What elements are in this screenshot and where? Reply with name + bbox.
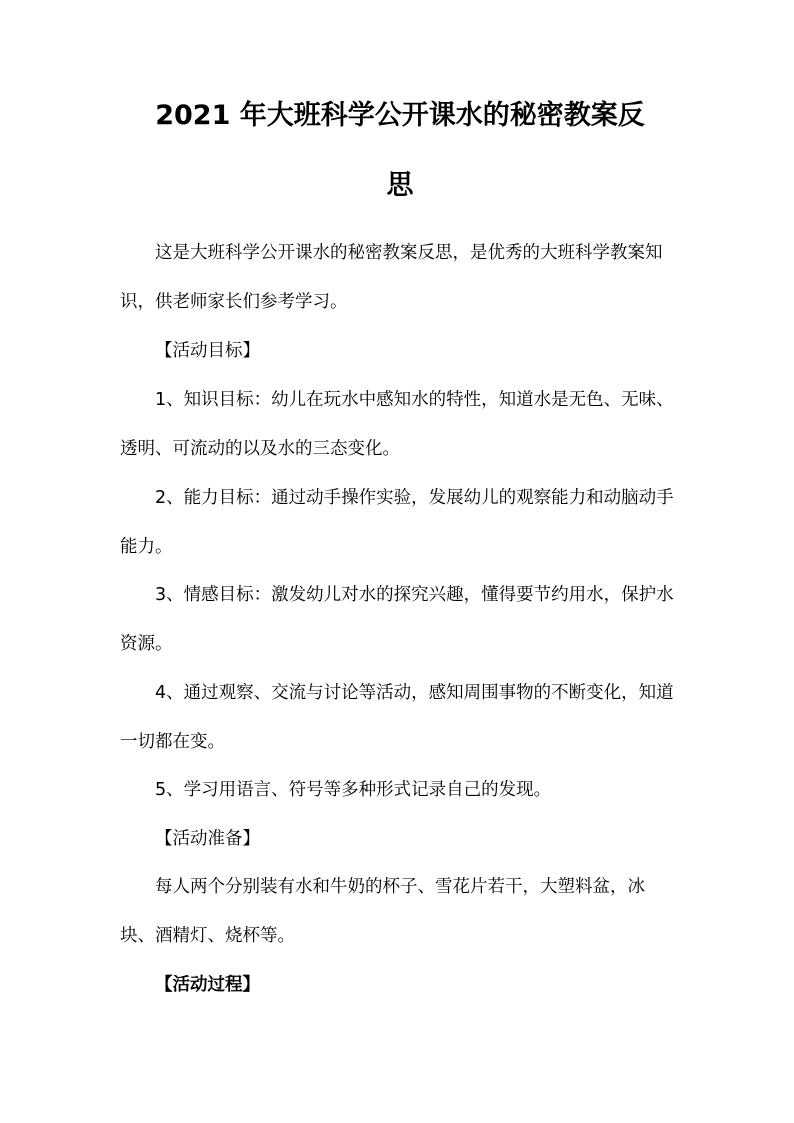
goal-item-1: 1、知识目标：幼儿在玩水中感知水的特性，知道水是无色、无味、透明、可流动的以及水的三态变化。 bbox=[120, 390, 674, 459]
section-heading-process: 【活动过程】 bbox=[155, 975, 260, 995]
section-heading-goals: 【活动目标】 bbox=[155, 341, 260, 361]
section-heading-preparation: 【活动准备】 bbox=[155, 829, 260, 849]
document-title-line-1: 2021 年大班科学公开课水的秘密教案反 bbox=[155, 100, 645, 131]
goal-item-2: 2、能力目标：通过动手操作实验，发展幼儿的观察能力和动脑动手能力。 bbox=[120, 488, 674, 557]
intro-paragraph: 这是大班科学公开课水的秘密教案反思，是优秀的大班科学教案知识，供老师家长们参考学习。 bbox=[120, 243, 663, 312]
goal-item-4: 4、通过观察、交流与讨论等活动，感知周围事物的不断变化，知道一切都在变。 bbox=[120, 683, 674, 752]
preparation-paragraph: 每人两个分别装有水和牛奶的杯子、雪花片若干，大塑料盆，冰块、酒精灯、烧杯等。 bbox=[120, 877, 645, 946]
goal-item-3: 3、情感目标：激发幼儿对水的探究兴趣，懂得要节约用水，保护水资源。 bbox=[120, 585, 674, 654]
document-title-line-2: 思 bbox=[386, 170, 414, 201]
goal-item-5: 5、学习用语言、符号等多种形式记录自己的发现。 bbox=[155, 780, 552, 800]
